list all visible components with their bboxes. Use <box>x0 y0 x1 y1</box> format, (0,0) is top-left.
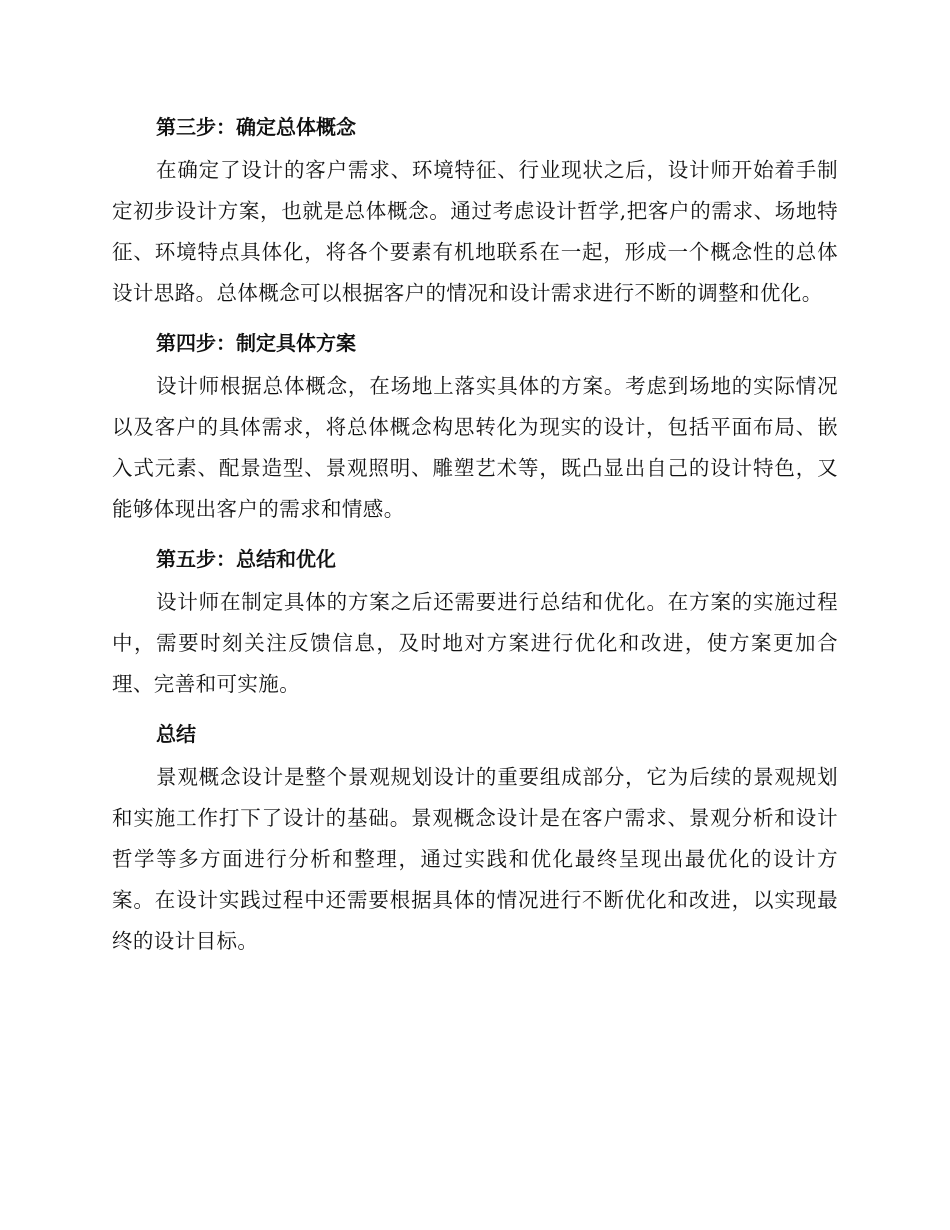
section-paragraph-step-3: 在确定了设计的客户需求、环境特征、行业现状之后，设计师开始着手制定初步设计方案，也就是总体概念。通过考虑设计哲学,把客户的需求、场地特征、环境特点具体化，将各个要素有机地联系在一起，形成一个概念性的总体设计思路。总体概念可以根据客户的情况和设计需求进行不断的调整和优化。 <box>112 158 838 305</box>
section-heading-summary: 总结 <box>156 722 196 746</box>
section-heading-step-5: 第五步：总结和优化 <box>156 547 336 571</box>
section-heading-step-4: 第四步：制定具体方案 <box>156 331 356 355</box>
section-paragraph-step-5: 设计师在制定具体的方案之后还需要进行总结和优化。在方案的实施过程中，需要时刻关注反馈信息，及时地对方案进行优化和改进，使方案更加合理、完善和可实施。 <box>112 590 838 696</box>
section-paragraph-step-4: 设计师根据总体概念，在场地上落实具体的方案。考虑到场地的实际情况以及客户的具体需求，将总体概念构思转化为现实的设计，包括平面布局、嵌入式元素、配景造型、景观照明、雕塑艺术等，既凸显出自己的设计特色，又能够体现出客户的需求和情感。 <box>112 374 838 521</box>
section-paragraph-summary: 景观概念设计是整个景观规划设计的重要组成部分，它为后续的景观规划和实施工作打下了设计的基础。景观概念设计是在客户需求、景观分析和设计哲学等多方面进行分析和整理，通过实践和优化最终呈现出最优化的设计方案。在设计实践过程中还需要根据具体的情况进行不断优化和改进，以实现最终的设计目标。 <box>112 765 838 953</box>
document-page <box>112 104 838 968</box>
section-heading-step-3: 第三步：确定总体概念 <box>156 115 356 139</box>
